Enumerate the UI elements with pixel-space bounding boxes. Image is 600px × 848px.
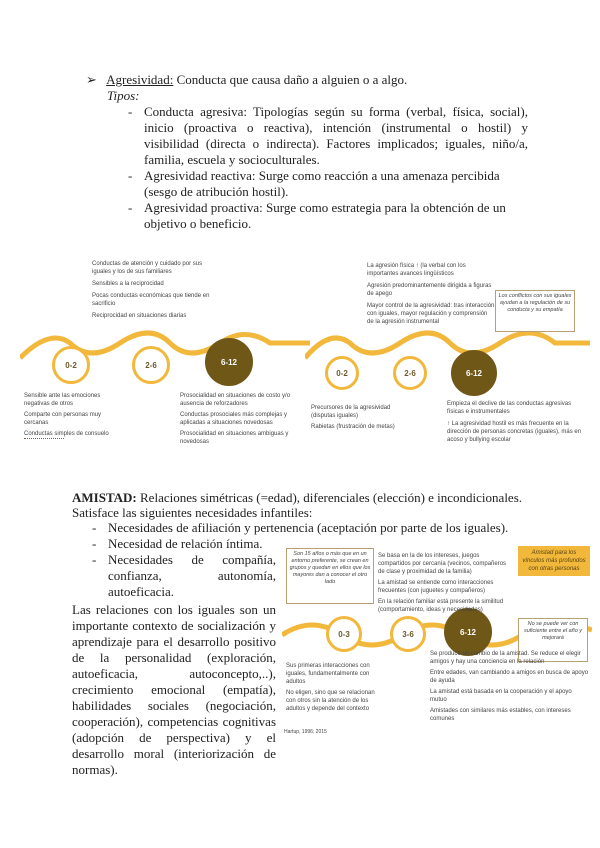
agresividad-item-text: Agresividad reactiva: Surge como reacción a una amenaza percibida (sesgo de atribución hostil). (144, 168, 500, 199)
amistad-item (92, 552, 276, 600)
note-item: Sensibles a la reciprocidad (92, 281, 164, 287)
note-item: Reciprocidad en situaciones diarias (92, 313, 187, 319)
note-item: Mayor control de la agresividad: tras interacción con iguales, mayor regulación y comprensión de la agresión instrumental (367, 303, 495, 325)
bottom-left-notes (311, 404, 401, 431)
amistad-paragraph: Las relaciones con los iguales son un importante contexto de socialización y aprendizaje para el desarrollo positivo de la personalidad (exploración, autoeficacia, autoconcepto,..), crecimiento emocional (empatía), habilidades sociales (negociación, cooperación), competencias cognitivas (adopción de perspectiva) y el desarrollo moral (interiorización de normas). (72, 602, 276, 777)
friendship-diagram (282, 540, 592, 740)
note-item: Sus primeras interacciones con iguales, fundamentalmente con adultos (286, 663, 370, 685)
agresividad-item (128, 104, 528, 168)
note-item: Conductas prosociales más complejas y aplicadas a situaciones novedosas (180, 412, 288, 426)
stage-circle: 2-6 (132, 346, 170, 384)
bottom-left-notes (24, 392, 120, 438)
stage-circle: 3-6 (390, 616, 426, 652)
stage-circle: 0-2 (325, 356, 359, 390)
bottom-right-notes (430, 650, 590, 723)
note-item: Precursores de la agresividad (disputas iguales) (311, 405, 391, 419)
top-notes (92, 260, 222, 320)
dash-marker: - (128, 168, 133, 183)
credit-text: Hartup, 1996; 2015 (284, 729, 327, 735)
bottom-left-notes (286, 662, 380, 713)
stage-circle: 6-12 (205, 338, 253, 386)
note-item: Prosocialidad en situaciones de costo y/o ausencia de reforzadores (180, 393, 291, 407)
note-item: Se basa en la de los intereses, juegos compartidos por cercanía (vecinos, compañeros de clase y proximidad de la familia) (378, 553, 507, 575)
side-note: No se puede ver con suficiente entre el año y mejorará (518, 618, 588, 662)
note-item: La amistad se entiende como interacciones frecuentes (con juguetes y compañeros) (378, 580, 494, 594)
aggression-diagram (305, 258, 590, 448)
dash-marker: - (92, 552, 97, 567)
stage-circle: 6-12 (444, 608, 492, 656)
side-note: Son 15 años o más que en un entorno preferente, se crean en grupos y quedan en ellos que los mayores dan a conocer el otro lado (286, 548, 374, 604)
amistad-heading (72, 490, 532, 506)
amistad-term: AMISTAD: (72, 490, 137, 505)
note-item: Prosocialidad en situaciones ambiguas y novedosas (180, 431, 289, 445)
stage-circle: 0-2 (52, 346, 90, 384)
agresividad-item-text: Conducta agresiva: Tipologías según su forma (verbal, física, social), inicio (proactiva o reactiva), intención (instrumental o hostil) y visibilidad (directa o indirecta). Factores implicados; iguales, niño/a, familia, escuela y socioculturales. (144, 104, 528, 167)
stage-circle: 2-6 (393, 356, 427, 390)
note-item: Conductas de atención y cuidado por sus iguales y los de sus familiares (92, 261, 203, 275)
side-note: Los conflictos con sus iguales ayudan a la regulación de su conducta y su empatía (495, 290, 575, 332)
arrow-bullet-icon: ➢ (86, 72, 97, 87)
note-item: Rabietas (frustración de metas) (311, 424, 395, 430)
amistad-item-text: Necesidades de compañía, confianza, autonomía, autoeficacia. (108, 552, 276, 599)
tipos-label: Tipos: (107, 88, 140, 103)
agresividad-item-text: Agresividad proactiva: Surge como estrategia para la obtención de un objetivo o beneficio. (144, 200, 506, 231)
note-item: La amistad está basada en la cooperación y el apoyo mutuo (430, 689, 572, 703)
agresividad-term: Agresividad: (106, 72, 174, 87)
stage-circle: 6-12 (451, 350, 497, 396)
note-item: En la relación familiar está presente la similitud (comportamiento, ideas y necesidades) (378, 599, 504, 613)
amistad-line2: Satisface las siguientes necesidades infantiles: (72, 505, 313, 520)
note-item: Entre edades, van cambiando a amigos en busca de apoyo de ayuda (430, 670, 589, 684)
stage-circle: 0-3 (326, 616, 362, 652)
note-item: Se produce un cambio de la amistad. Se reduce el elegir amigos y hay una conciencia en la relación (430, 651, 581, 665)
note-item: La agresión física ↑ (la verbal con los importantes avances lingüísticos (367, 263, 466, 277)
note-item: Conductas simples de consuelo (24, 431, 109, 437)
bottom-right-notes (180, 392, 308, 446)
amistad-item-text: Necesidad de relación íntima. (108, 536, 263, 551)
amistad-item (92, 520, 532, 536)
agresividad-definition: Conducta que causa daño a alguien o a algo. (176, 72, 408, 87)
amistad-item-text: Necesidades de afiliación y pertenencia (aceptación por parte de los iguales). (108, 520, 509, 535)
top-notes (378, 552, 508, 614)
note-item: Amistades con similares más estables, con intereses comunes (430, 708, 571, 722)
note-item: Agresión predominantemente dirigida a figuras de apego (367, 283, 492, 297)
agresividad-heading (86, 72, 566, 88)
prosocial-diagram (20, 258, 310, 448)
note-item: Pocas conductas económicas que tiende en sacrificio (92, 293, 210, 307)
top-notes (367, 262, 495, 326)
note-item: ↑ La agresividad hostil es más frecuente en la dirección de personas concretas (iguales), más en acoso y bullying escolar (447, 421, 582, 443)
note-item: No eligen, sino que se relacionan con otros sin la atención de los adultos y depende del contexto (286, 690, 375, 712)
note-item: Sensible ante las emociones negativas de otros (24, 393, 101, 407)
dash-marker: - (92, 536, 97, 551)
amistad-definition: Relaciones simétricas (=edad), diferenciales (elección) e incondicionales. (140, 490, 523, 505)
dash-marker: - (92, 520, 97, 535)
dotted-divider (24, 438, 64, 440)
bottom-right-notes (447, 400, 589, 444)
top-right-note: Amistad para los vínculos más profundos con otras personas (518, 546, 590, 576)
agresividad-item (128, 200, 528, 232)
note-item: Comparte con personas muy cercanas (24, 412, 102, 426)
note-item: Empieza el declive de las conductas agresivas físicas e instrumentales (447, 401, 572, 415)
dash-marker: - (128, 200, 133, 215)
agresividad-item (128, 168, 528, 200)
dash-marker: - (128, 104, 133, 119)
